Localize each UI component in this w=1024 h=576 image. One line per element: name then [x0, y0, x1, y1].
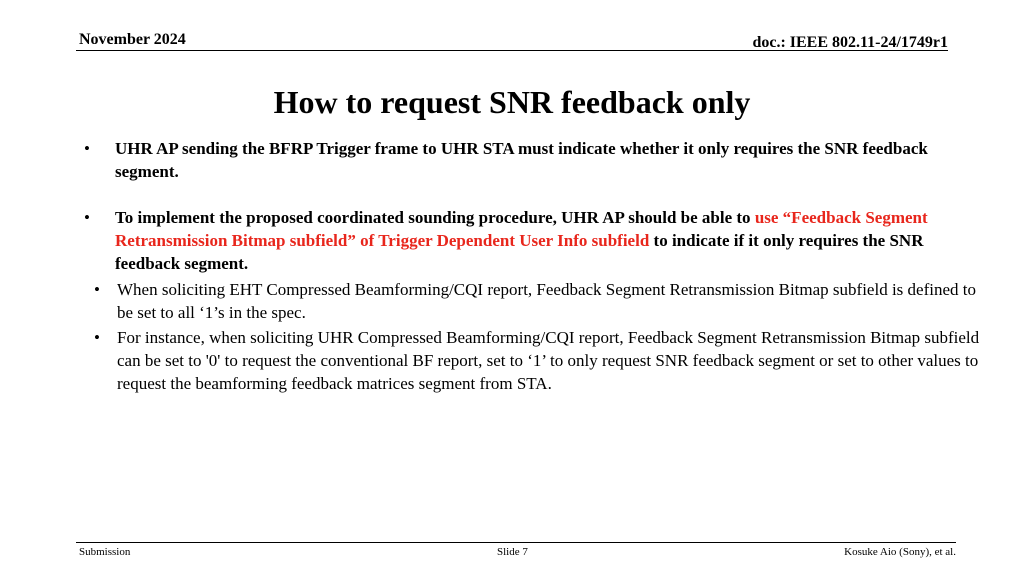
bullet-2-text-before: To implement the proposed coordinated sounding procedure, UHR AP should be able to	[115, 208, 755, 227]
footer-slide-number: Slide 7	[497, 546, 528, 558]
bullet-1-text: UHR AP sending the BFRP Trigger frame to UHR STA must indicate whether it only requires the SNR feedback segment.	[115, 139, 928, 181]
footer-authors: Kosuke Aio (Sony), et al.	[844, 546, 956, 558]
sub-bullet-2	[84, 326, 984, 395]
bullet-marker: •	[84, 208, 90, 227]
bullet-marker: •	[84, 139, 90, 158]
sub-bullet-1	[84, 278, 984, 324]
bullet-2-text-after: to indicate if it only requires the SNR feedback segment.	[115, 231, 924, 273]
sub-bullet-2-text: For instance, when soliciting UHR Compressed Beamforming/CQI report, Feedback Segment Retransmission Bitmap subfield can be set to '0' to request the conventional BF report, set to ‘1’ to only request SNR feedback segment or set to other values to request the beamforming feedback matrices segment from STA.	[117, 328, 980, 393]
bullet-1	[84, 137, 984, 183]
bullet-2	[84, 206, 984, 275]
sub-bullet-marker: •	[94, 280, 100, 299]
slide-title: How to request SNR feedback only	[273, 84, 751, 120]
header-divider	[76, 50, 948, 51]
footer-divider	[76, 542, 956, 543]
sub-bullet-marker: •	[94, 328, 100, 347]
header-doc-id: doc.: IEEE 802.11-24/1749r1	[752, 34, 948, 51]
bullet-2-highlight: use “Feedback Segment Retransmission Bitmap subfield” of Trigger Dependent User Info subfield	[115, 208, 928, 250]
sub-bullet-list	[84, 278, 984, 395]
slide-body	[84, 137, 984, 395]
sub-bullet-1-text: When soliciting EHT Compressed Beamforming/CQI report, Feedback Segment Retransmission Bitmap subfield is defined to be set to all ‘1’s in the spec.	[117, 280, 976, 322]
header-date: November 2024	[79, 31, 186, 48]
footer-submission: Submission	[79, 546, 131, 558]
